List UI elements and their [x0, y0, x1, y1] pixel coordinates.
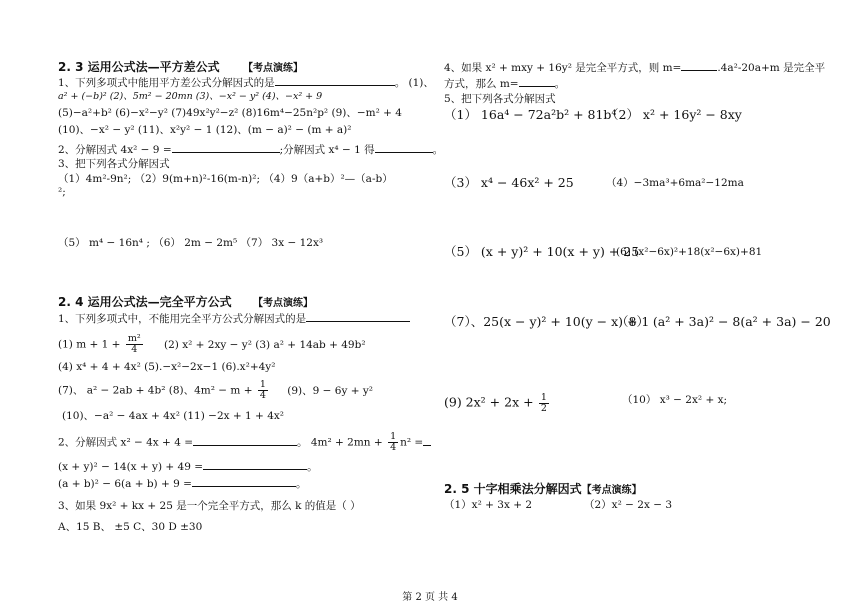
- s23-q2-part-b: ;分解因式 x⁴ − 1 得: [279, 144, 375, 156]
- s24-q2-blank-1: [193, 435, 297, 446]
- s23-q1-options-row-1: a² + (−b)² (2)、5m² − 20mn (3)、−x² − y² (4)、−x² + 9: [58, 91, 323, 102]
- s24-q2-row-2: [58, 459, 318, 474]
- right-q5-item-1: （1） 16a⁴ − 72a²b² + 81b⁴: [444, 107, 617, 122]
- right-q5-row-3: [444, 244, 763, 260]
- s24-q2-fraction: [388, 432, 398, 453]
- right-q5-item-4: （4）−3ma³+6ma²−12ma: [606, 177, 744, 189]
- s23-q3-row-1-cont: ²;: [58, 186, 66, 198]
- page-footer: 第 2 页 共 4: [402, 592, 458, 603]
- s23-question-3: 3、把下列各式分解因式: [58, 158, 170, 170]
- section-2-4-tag: 【考点演练】: [252, 298, 313, 309]
- right-q5-row-2: [444, 175, 744, 191]
- s24-q1-fraction: [126, 334, 143, 355]
- s24-q2-blank-3: [203, 459, 307, 470]
- right-q5-item-9-fraction: [539, 393, 549, 414]
- s23-q1-tail: 。 (1)、: [394, 77, 434, 89]
- fraction-numerator: 1: [259, 379, 266, 390]
- s23-q2-part-c: 。: [432, 144, 444, 156]
- section-2-5-heading: [444, 482, 642, 498]
- s24-question-2: [58, 432, 431, 453]
- right-q4-blank-1: [681, 60, 717, 71]
- s24-q2-part-c: n² =: [400, 436, 424, 449]
- s24-question-3: 3、如果 9x² + kx + 25 是一个完全平方式，那么 k 的值是（ ）: [58, 500, 361, 512]
- s24-q1-opt-9: (9)、9 − 6y + y²: [287, 384, 374, 397]
- fraction-numerator: m²: [127, 333, 141, 344]
- s23-q1-blank: [275, 75, 395, 86]
- s24-q2-part-a: 2、分解因式 x² − 4x + 4 =: [58, 436, 194, 449]
- s23-q2-part-a: 2、分解因式 4x² − 9 =: [58, 144, 172, 156]
- s24-q2-part-b: 。 4m² + 2mn +: [297, 436, 383, 449]
- fraction-numerator: 1: [390, 431, 397, 442]
- s25-row-1: [444, 498, 673, 512]
- right-q4-part-b: .4a²-20a+m 是完全平: [717, 62, 826, 74]
- s24-q1-text: 1、下列多项式中，不能用完全平方公式分解因式的是: [58, 313, 307, 325]
- s24-q2-part-e-end: 。: [295, 478, 307, 490]
- right-q5-item-2: （2） x² + 16y² − 8xy: [606, 107, 742, 122]
- right-q5-item-7: （7）、25(x − y)² + 10(y − x) + 1: [444, 314, 650, 329]
- s23-q2-blank-1: [172, 142, 280, 153]
- s24-q1-opt-1: (1) m + 1 +: [58, 338, 121, 351]
- section-2-3-tag: 【考点演练】: [242, 63, 303, 74]
- s24-q1-r3-fraction: [258, 380, 268, 401]
- right-q5-row-5: [444, 392, 728, 414]
- s23-q3-row-2: （5） m⁴ − 16n⁴ ; （6） 2m − 2m⁵ （7） 3x − 12x³: [58, 237, 324, 249]
- s23-question-2: [58, 142, 443, 157]
- fraction-denominator: 2: [540, 403, 547, 414]
- s24-q1-opt-7-8: (7)、 a² − 2ab + 4b² (8)、4m² − m +: [58, 384, 253, 397]
- s24-q1-options-row-2: (4) x⁴ + 4 + 4x² (5).−x²−2x−1 (6).x²+4y²: [58, 361, 276, 373]
- s24-q2-blank-4: [192, 476, 296, 487]
- s24-q2-part-d-end: 。: [307, 461, 318, 473]
- s23-q1-text: 1、下列多项式中能用平方差公式分解因式的是: [58, 77, 275, 89]
- right-q5-item-3: （3） x⁴ − 46x² + 25: [444, 175, 574, 190]
- right-q5-item-6: (6) (x²−6x)²+18(x²−6x)+81: [616, 246, 763, 258]
- s24-q1-blank: [306, 311, 410, 322]
- s24-q3-options: A、15 B、 ±5 C、30 D ±30: [58, 521, 203, 533]
- s24-q1-options-row-4: (10)、−a² − 4ax + 4x² (11) −2x + 1 + 4x²: [62, 410, 285, 422]
- s25-item-1: （1）x² + 3x + 2: [444, 499, 533, 511]
- right-q5-item-8: （8） (a² + 3a)² − 8(a² + 3a) − 20: [616, 314, 831, 329]
- s24-q1-opt-2-3: (2) x² + 2xy − y² (3) a² + 14ab + 49b²: [163, 338, 366, 351]
- right-q4-row-2: [444, 76, 565, 91]
- section-2-5-tag: 【考点演练】: [581, 485, 642, 496]
- s23-question-1: [58, 75, 434, 90]
- right-question-5: 5、把下列各式分解因式: [444, 93, 556, 105]
- section-2-4-title: 2. 4 运用公式法—完全平方公式: [58, 295, 232, 309]
- right-q5-item-9: (9) 2x² + 2x +: [444, 394, 534, 410]
- section-2-3-title: 2. 3 运用公式法—平方差公式: [58, 60, 220, 74]
- right-q4-part-d: 。: [554, 78, 566, 90]
- right-q5-item-5: （5） (x + y)² + 10(x + y) + 25: [444, 244, 640, 259]
- s24-question-1: [58, 311, 410, 326]
- s24-q1-options-row-1: [58, 334, 366, 355]
- fraction-numerator: 1: [540, 392, 547, 403]
- right-q5-item-10: （10） x³ − 2x² + x;: [622, 394, 728, 406]
- fraction-denominator: 4: [390, 442, 397, 453]
- section-2-5-title: 2. 5 十字相乘法分解因式: [444, 482, 582, 496]
- right-q4-blank-2: [519, 76, 555, 87]
- right-q5-row-4: [444, 314, 831, 329]
- fraction-denominator: 4: [259, 390, 266, 401]
- fraction-denominator: 4: [131, 344, 138, 355]
- s25-item-2: （2）x² − 2x − 3: [584, 499, 673, 511]
- section-2-4-heading: [58, 295, 313, 311]
- s23-q3-row-1: （1）4m²-9n²; （2）9(m+n)²-16(m-n)²; （4）9（a+b）²—（a-b）: [58, 173, 393, 185]
- s23-q2-blank-2: [375, 142, 433, 153]
- s23-q1-options-row-2: (5)−a²+b² (6)−x²−y² (7)49x²y²−z² (8)16m⁴−25n²p² (9)、−m² + 4: [58, 107, 402, 119]
- right-q4-part-a: 4、如果 x² + mxy + 16y² 是完全平方式，则 m=: [444, 62, 682, 74]
- s23-q1-options-row-3: (10)、−x² − y² (11)、x²y² − 1 (12)、(m − a)² − (m + a)²: [58, 124, 352, 136]
- s24-q2-part-d: (x + y)² − 14(x + y) + 49 =: [58, 461, 204, 473]
- s24-q2-row-3: [58, 476, 306, 491]
- s24-q2-part-e: (a + b)² − 6(a + b) + 9 =: [58, 478, 192, 490]
- right-q5-row-1: [444, 107, 742, 122]
- s24-q2-blank-2: [423, 435, 431, 446]
- s24-q1-options-row-3: [58, 380, 373, 401]
- right-q4-part-c: 方式，那么 m=: [444, 78, 519, 90]
- right-question-4: [444, 60, 825, 75]
- section-2-3-heading: [58, 60, 303, 76]
